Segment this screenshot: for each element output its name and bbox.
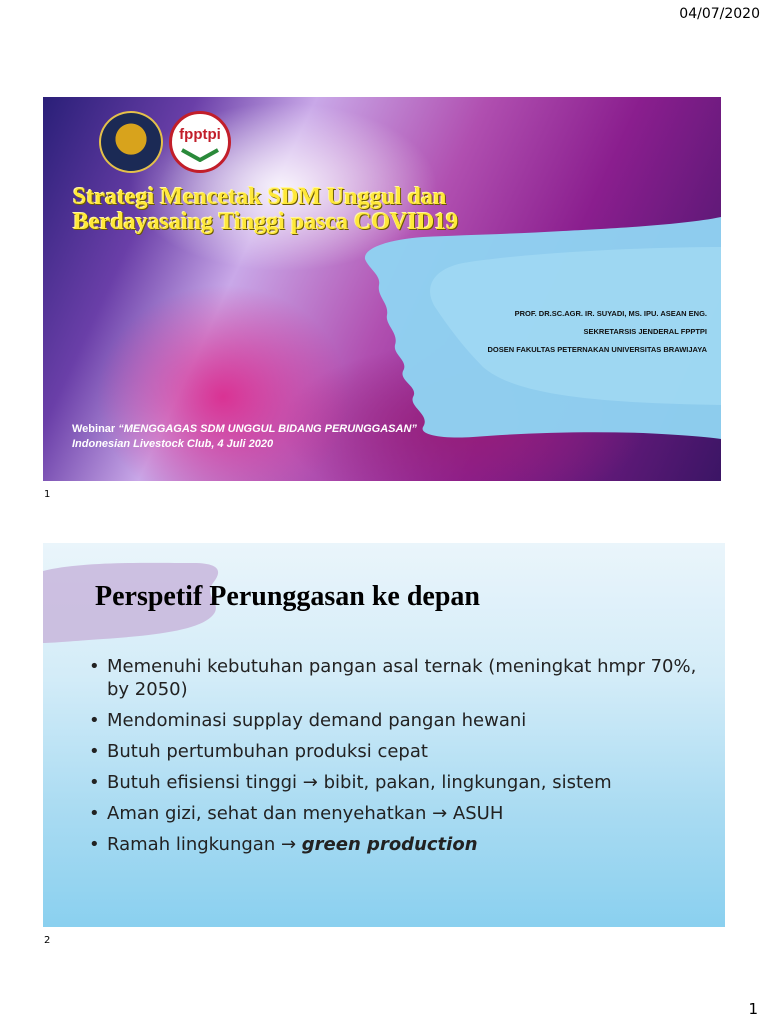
arrow-icon: → xyxy=(280,834,297,855)
webinar-info xyxy=(72,422,417,452)
slide-1-title xyxy=(73,185,593,235)
bullet-list xyxy=(85,655,705,864)
presenter-affiliation: DOSEN FAKULTAS PETERNAKAN UNIVERSITAS BRAWIJAYA xyxy=(487,345,707,354)
list-item: • Butuh efisiensi tinggi → bibit, pakan, lingkungan, sistem xyxy=(89,772,612,793)
presenter-role: SEKRETARSIS JENDERAL FPPTPI xyxy=(583,327,707,336)
presenter-credits xyxy=(488,309,707,363)
slide-1-title-line-2: Berdayasaing Tinggi pasca COVID19 xyxy=(73,209,459,235)
slide-2-number: 2 xyxy=(44,935,51,946)
slide-1 xyxy=(43,97,721,481)
slide-1-title-line-1: Strategi Mencetak SDM Unggul dan xyxy=(73,184,447,210)
webinar-prefix: Webinar xyxy=(72,423,119,435)
list-item: • Ramah lingkungan → green production xyxy=(89,834,478,855)
list-item: • Aman gizi, sehat dan menyehatkan → ASUH xyxy=(89,803,504,824)
webinar-subtitle: Indonesian Livestock Club, 4 Juli 2020 xyxy=(72,438,274,450)
fpptpi-logo-text: fpptpi xyxy=(179,126,221,143)
arrow-icon: → xyxy=(302,772,318,793)
presenter-name: PROF. DR.SC.AGR. IR. SUYADI, MS. IPU. ASEAN ENG. xyxy=(514,309,707,318)
list-item: • Butuh pertumbuhan produksi cepat xyxy=(89,741,428,762)
slide-2 xyxy=(43,543,725,927)
list-item: • Mendominasi supplay demand pangan hewani xyxy=(89,710,527,731)
print-date: 04/07/2020 xyxy=(679,6,760,22)
slide-1-number: 1 xyxy=(44,489,51,500)
slide-2-title: Perspetif Perunggasan ke depan xyxy=(95,581,480,612)
webinar-title: “MENGGAGAS SDM UNGGUL BIDANG PERUNGGASAN” xyxy=(118,423,417,435)
arrow-icon: → xyxy=(432,803,448,824)
fpptpi-logo xyxy=(169,111,231,173)
university-logo xyxy=(99,111,163,173)
green-production-text: green production xyxy=(301,834,478,855)
chevron-icon xyxy=(180,148,220,162)
page-number: 1 xyxy=(748,1000,758,1018)
list-item: • Memenuhi kebutuhan pangan asal ternak (meningkat hmpr 70%, by 2050) xyxy=(89,656,697,700)
